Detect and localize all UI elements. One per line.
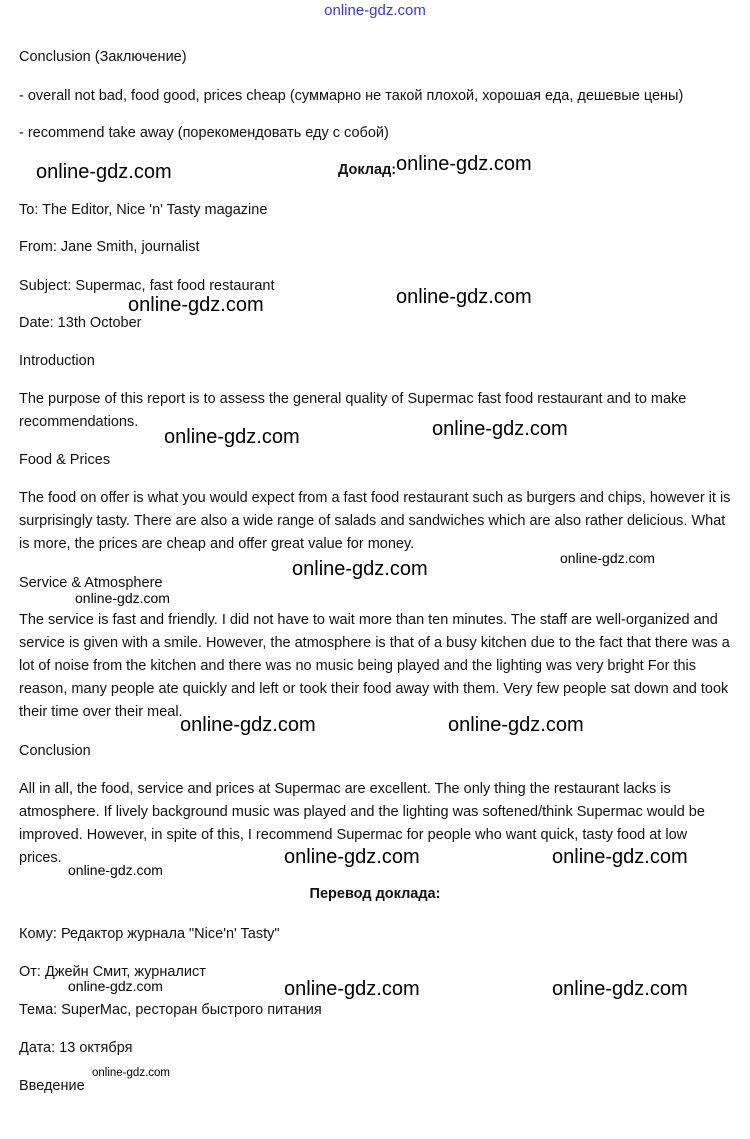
report-subject: Subject: Supermac, fast food restaurant — [19, 278, 275, 294]
watermark: online-gdz.com — [432, 418, 568, 440]
plan-conclusion-heading: Conclusion (Заключение) — [19, 49, 187, 65]
report-date: Date: 13th October — [19, 315, 142, 331]
report-service-text: The service is fast and friendly. I did not have to wait more than ten minutes. The staff are well-organized and service is given with a smile. However, the atmosphere is that of a busy kitchen due to the fact that there was a lot of noise from the kitchen and there was no music being played and the lighting was very bright For this reason, many people ate quickly and left or took their food away with them. Very few people sat down and took their time over their meal. — [19, 612, 730, 720]
report-heading: Доклад: — [338, 162, 397, 178]
watermark: online-gdz.com — [396, 286, 532, 308]
report-intro-text: The purpose of this report is to assess the general quality of Supermac fast food restaurant and to make recommendations. — [19, 391, 687, 430]
plan-item-2: - recommend take away (порекомендовать еду с собой) — [19, 125, 389, 141]
watermark: online-gdz.com — [128, 294, 264, 316]
translation-heading: Перевод доклада: — [309, 886, 441, 902]
report-food-heading: Food & Prices — [19, 452, 111, 468]
report-conclusion-heading: Conclusion — [19, 743, 91, 759]
report-from: From: Jane Smith, journalist — [19, 239, 200, 255]
watermark: online-gdz.com — [552, 846, 688, 868]
translation-date: Дата: 13 октября — [19, 1040, 133, 1056]
report-service-heading: Service & Atmosphere — [19, 575, 163, 591]
translation-intro-heading: Введение — [19, 1078, 85, 1094]
watermark: online-gdz.com — [68, 978, 163, 994]
watermark: online-gdz.com — [396, 153, 532, 175]
plan-item-1: - overall not bad, food good, prices cheap (суммарно не такой плохой, хорошая еда, дешевые цены) — [19, 88, 684, 104]
report-to: To: The Editor, Nice 'n' Tasty magazine — [19, 202, 268, 218]
watermark: online-gdz.com — [560, 550, 655, 566]
report-food-text: The food on offer is what you would expect from a fast food restaurant such as burgers and chips, however it is surprisingly tasty. There are also a wide range of salads and sandwiches which are also rather delicious. What is more, the prices are cheap and offer great value for money. — [19, 490, 731, 552]
report-intro-heading: Introduction — [19, 353, 95, 369]
watermark: online-gdz.com — [292, 558, 428, 580]
watermark: online-gdz.com — [284, 846, 420, 868]
report-conclusion-text: All in all, the food, service and prices at Supermac are excellent. The only thing the restaurant lacks is atmosphere. If lively background music was played and the lighting was softened/think Supermac would be improved. However, in spite of this, I recommend Supermac for people who want quick, tasty food at low prices. — [19, 781, 705, 866]
translation-from: От: Джейн Смит, журналист — [19, 964, 206, 980]
watermark: online-gdz.com — [92, 1067, 170, 1079]
watermark: online-gdz.com — [36, 161, 172, 183]
watermark: online-gdz.com — [284, 978, 420, 1000]
watermark: online-gdz.com — [164, 426, 300, 448]
watermark: online-gdz.com — [180, 714, 316, 736]
watermark: online-gdz.com — [68, 862, 163, 878]
watermark: online-gdz.com — [448, 714, 584, 736]
watermark-top: online-gdz.com — [324, 2, 426, 19]
watermark: online-gdz.com — [75, 590, 170, 606]
translation-to: Кому: Редактор журнала "Nice'n' Tasty" — [19, 926, 280, 942]
watermark: online-gdz.com — [552, 978, 688, 1000]
translation-subject: Тема: SuperMac, ресторан быстрого питания — [19, 1002, 322, 1018]
